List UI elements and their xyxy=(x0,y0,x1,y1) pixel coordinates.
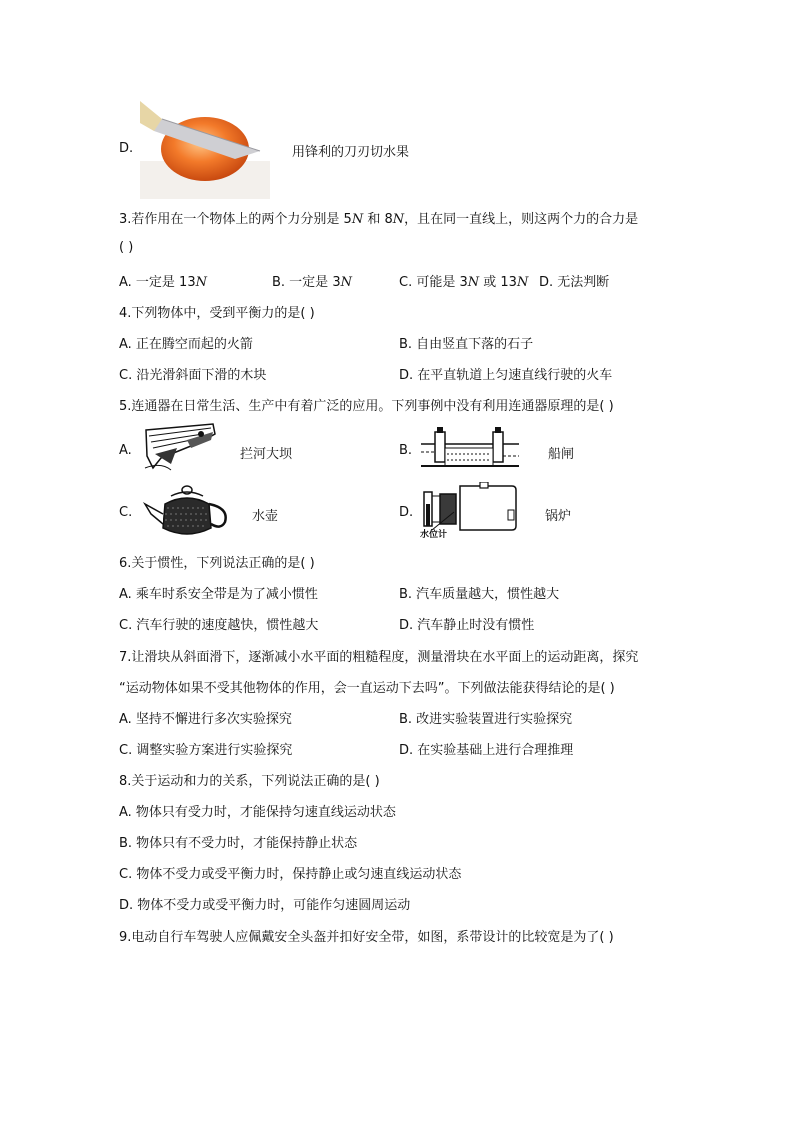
q4-option-b: B. 自由竖直下落的石子 xyxy=(399,337,534,352)
q5-option-c-text: 水壶 xyxy=(252,509,279,524)
q3-stem-line2: ( ) xyxy=(119,240,134,255)
q7-option-c: C. 调整实验方案进行实验探究 xyxy=(119,743,293,758)
kettle-icon xyxy=(141,484,233,540)
q6-option-d: D. 汽车静止时没有惯性 xyxy=(399,618,535,633)
q8-stem: 8.关于运动和力的关系，下列说法正确的是( ) xyxy=(119,774,380,789)
q3-stem: 3.若作用在一个物体上的两个力分别是 5N 和 8N，且在同一直线上，则这两个力的合力是 xyxy=(119,212,639,227)
q4-option-d: D. 在平直轨道上匀速直线行驶的火车 xyxy=(399,368,613,383)
water-level-gauge-caption: 水位计 xyxy=(420,530,448,540)
q5-option-d-text: 锅炉 xyxy=(545,509,572,524)
q6-option-b: B. 汽车质量越大，惯性越大 xyxy=(399,587,560,602)
q9-stem: 9.电动自行车驾驶人应佩戴安全头盔并扣好安全带，如图，系带设计的比较宽是为了( ) xyxy=(119,930,614,945)
q6-option-a: A. 乘车时系安全带是为了减小惯性 xyxy=(119,587,318,602)
q8-option-c: C. 物体不受力或受平衡力时，保持静止或匀速直线运动状态 xyxy=(119,867,462,882)
q3-option-d: D. 无法判断 xyxy=(539,275,610,290)
q5-option-b-label: B. xyxy=(399,443,413,458)
q5-option-a-label: A. xyxy=(119,443,132,458)
q5-stem: 5.连通器在日常生活、生产中有着广泛的应用。下列事例中没有利用连通器原理的是( ) xyxy=(119,399,614,414)
ship-lock-icon xyxy=(421,426,519,472)
q5-option-a-text: 拦河大坝 xyxy=(240,447,293,462)
q7-option-a: A. 坚持不懈进行多次实验探究 xyxy=(119,712,292,727)
q4-option-c: C. 沿光滑斜面下滑的木块 xyxy=(119,368,267,383)
q8-option-a: A. 物体只有受力时，才能保持匀速直线运动状态 xyxy=(119,805,396,820)
q3-option-c: C. 可能是 3N 或 13N xyxy=(399,275,529,290)
fruit-knife-photo xyxy=(140,101,270,199)
q5-option-d-label: D. xyxy=(399,505,414,520)
q6-stem: 6.关于惯性，下列说法正确的是( ) xyxy=(119,556,315,571)
q7-option-b: B. 改进实验装置进行实验探究 xyxy=(399,712,573,727)
q6-option-c: C. 汽车行驶的速度越快，惯性越大 xyxy=(119,618,319,633)
q4-stem: 4.下列物体中，受到平衡力的是( ) xyxy=(119,306,315,321)
q7-option-d: D. 在实验基础上进行合理推理 xyxy=(399,743,574,758)
q7-stem-line1: 7.让滑块从斜面滑下，逐渐减小水平面的粗糙程度，测量滑块在水平面上的运动距离，探究 xyxy=(119,650,639,665)
q3-option-b: B. 一定是 3N xyxy=(272,275,352,290)
q2-option-d-text: 用锋利的刀刃切水果 xyxy=(292,145,410,160)
q3-option-a: A. 一定是 13N xyxy=(119,275,207,290)
q5-option-c-label: C. xyxy=(119,505,133,520)
q8-option-b: B. 物体只有不受力时，才能保持静止状态 xyxy=(119,836,358,851)
q5-option-b-text: 船闸 xyxy=(548,447,575,462)
q8-option-d: D. 物体不受力或受平衡力时，可能作匀速圆周运动 xyxy=(119,898,411,913)
q2-option-d-label: D. xyxy=(119,141,134,156)
dam-icon xyxy=(141,418,221,474)
unit-n: N xyxy=(351,212,364,227)
q4-option-a: A. 正在腾空而起的火箭 xyxy=(119,337,253,352)
q7-stem-line2: “运动物体如果不受其他物体的作用，会一直运动下去吗”。下列做法能获得结论的是( ) xyxy=(119,681,615,696)
